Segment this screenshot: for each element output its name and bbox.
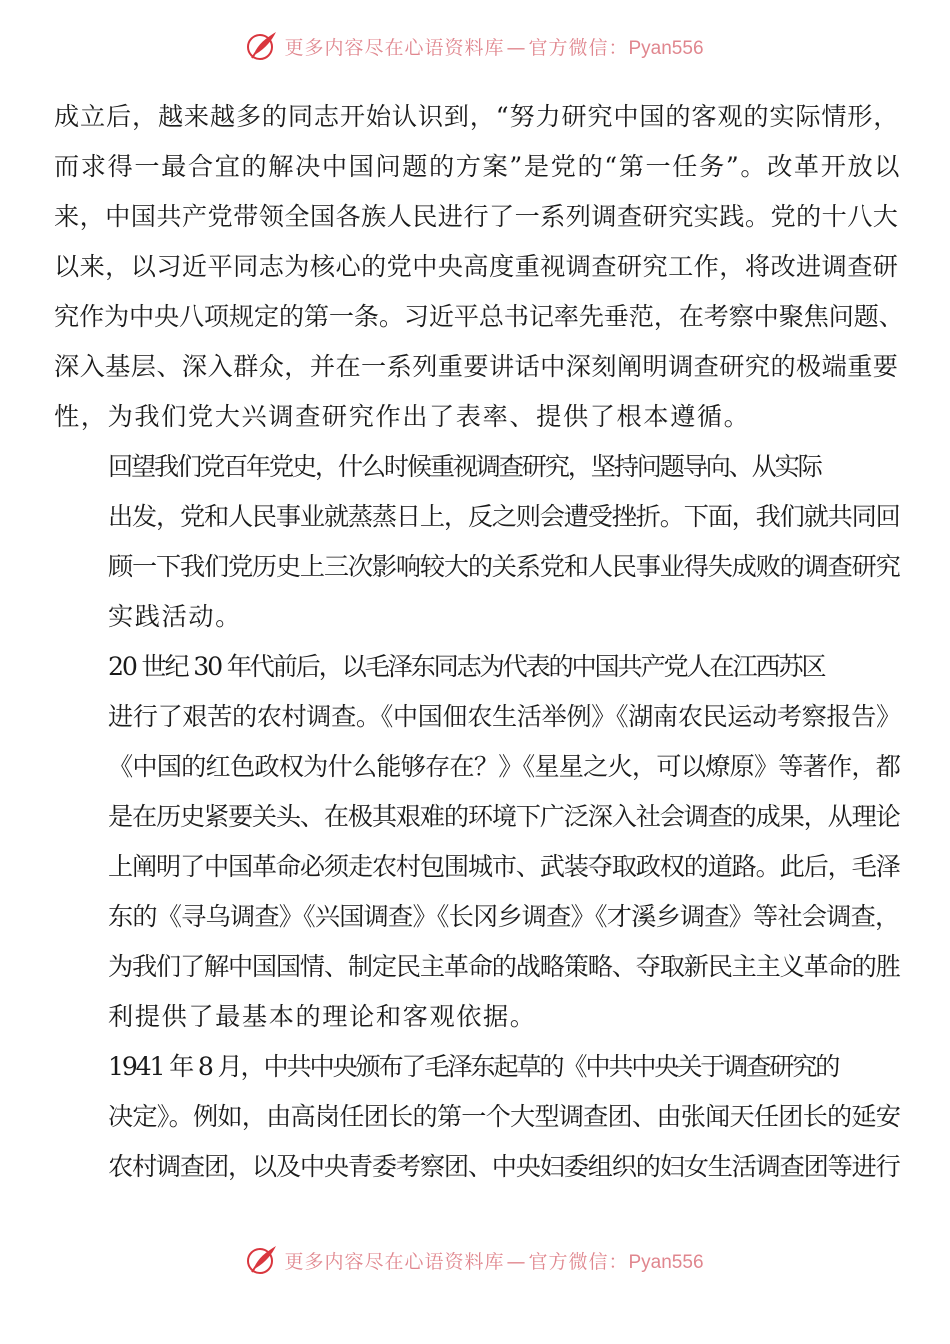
watermark-dash: — bbox=[506, 1250, 527, 1273]
text-line: 进行了艰苦的农村调查。《中国佃农生活举例》《湖南农民运动考察报告》 bbox=[108, 702, 901, 731]
text-line: 利提供了最基本的理论和客观依据。 bbox=[108, 1002, 537, 1031]
paragraph bbox=[54, 642, 904, 1042]
header-watermark bbox=[0, 26, 950, 66]
document-body bbox=[54, 92, 904, 1192]
text-line: 是在历史紧要关头、在极其艰难的环境下广泛深入社会调查的成果，从理论 bbox=[108, 802, 900, 831]
text-line: 上阐明了中国革命必须走农村包围城市、武装夺取政权的道路。此后，毛泽 bbox=[108, 852, 900, 881]
text-line: 1941 年 8 月，中共中央颁布了毛泽东起草的《中共中央关于调查研究的 bbox=[108, 1052, 839, 1081]
watermark-dash: — bbox=[506, 36, 527, 59]
watermark-text bbox=[284, 33, 703, 60]
watermark-brand: 更多内容尽在心语资料库 bbox=[284, 1250, 505, 1273]
paragraph bbox=[54, 1042, 904, 1192]
text-line: 实践活动。 bbox=[108, 602, 242, 631]
watermark-brand: 更多内容尽在心语资料库 bbox=[284, 36, 505, 59]
text-line: 东的《寻乌调查》《兴国调查》《长冈乡调查》《才溪乡调查》等社会调查， bbox=[108, 902, 900, 931]
watermark-account-label: 官方微信： bbox=[528, 36, 629, 59]
text-line: 出发，党和人民事业就蒸蒸日上，反之则会遭受挫折。下面，我们就共同回 bbox=[108, 502, 900, 531]
text-line: 深入基层、深入群众，并在一系列重要讲话中深刻阐明调查研究的极端重要 bbox=[54, 352, 899, 381]
watermark-account-id: Pyan556 bbox=[628, 37, 704, 59]
text-line: 来，中国共产党带领全国各族人民进行了一系列调查研究实践。党的十八大 bbox=[54, 202, 899, 231]
quill-logo-icon bbox=[246, 1244, 278, 1276]
text-line: 究作为中央八项规定的第一条。习近平总书记率先垂范，在考察中聚焦问题、 bbox=[54, 302, 904, 331]
watermark-account-id: Pyan556 bbox=[628, 1251, 704, 1273]
text-line: 成立后，越来越多的同志开始认识到，“努力研究中国的客观的实际情形， bbox=[54, 102, 900, 131]
text-line: 以来，以习近平同志为核心的党中央高度重视调查研究工作，将改进调查研 bbox=[54, 252, 899, 281]
footer-watermark bbox=[0, 1240, 950, 1280]
text-line: 农村调查团，以及中央青委考察团、中央妇委组织的妇女生活调查团等进行 bbox=[108, 1152, 900, 1181]
watermark-account-label: 官方微信： bbox=[528, 1250, 629, 1273]
text-line: 回望我们党百年党史，什么时候重视调查研究，坚持问题导向、从实际 bbox=[108, 452, 821, 481]
paragraph bbox=[54, 92, 904, 442]
text-line: 性，为我们党大兴调查研究作出了表率、提供了根本遵循。 bbox=[54, 402, 751, 431]
paragraph bbox=[54, 442, 904, 642]
text-line: 20 世纪 30 年代前后，以毛泽东同志为代表的中国共产党人在江西苏区 bbox=[108, 652, 825, 681]
text-line: 决定》。例如，由高岗任团长的第一个大型调查团、由张闻天任团长的延安 bbox=[108, 1102, 901, 1131]
text-line: 而求得一最合宜的解决中国问题的方案”是党的“第一任务”。改革开放以 bbox=[54, 152, 902, 181]
text-line: 《中国的红色政权为什么能够存在？》《星星之火，可以燎原》等著作，都 bbox=[108, 752, 901, 781]
watermark-text bbox=[284, 1247, 703, 1274]
quill-logo-icon bbox=[246, 30, 278, 62]
text-line: 为我们了解中国国情、制定民主革命的战略策略、夺取新民主主义革命的胜 bbox=[108, 952, 900, 981]
text-line: 顾一下我们党历史上三次影响较大的关系党和人民事业得失成败的调查研究 bbox=[108, 552, 900, 581]
